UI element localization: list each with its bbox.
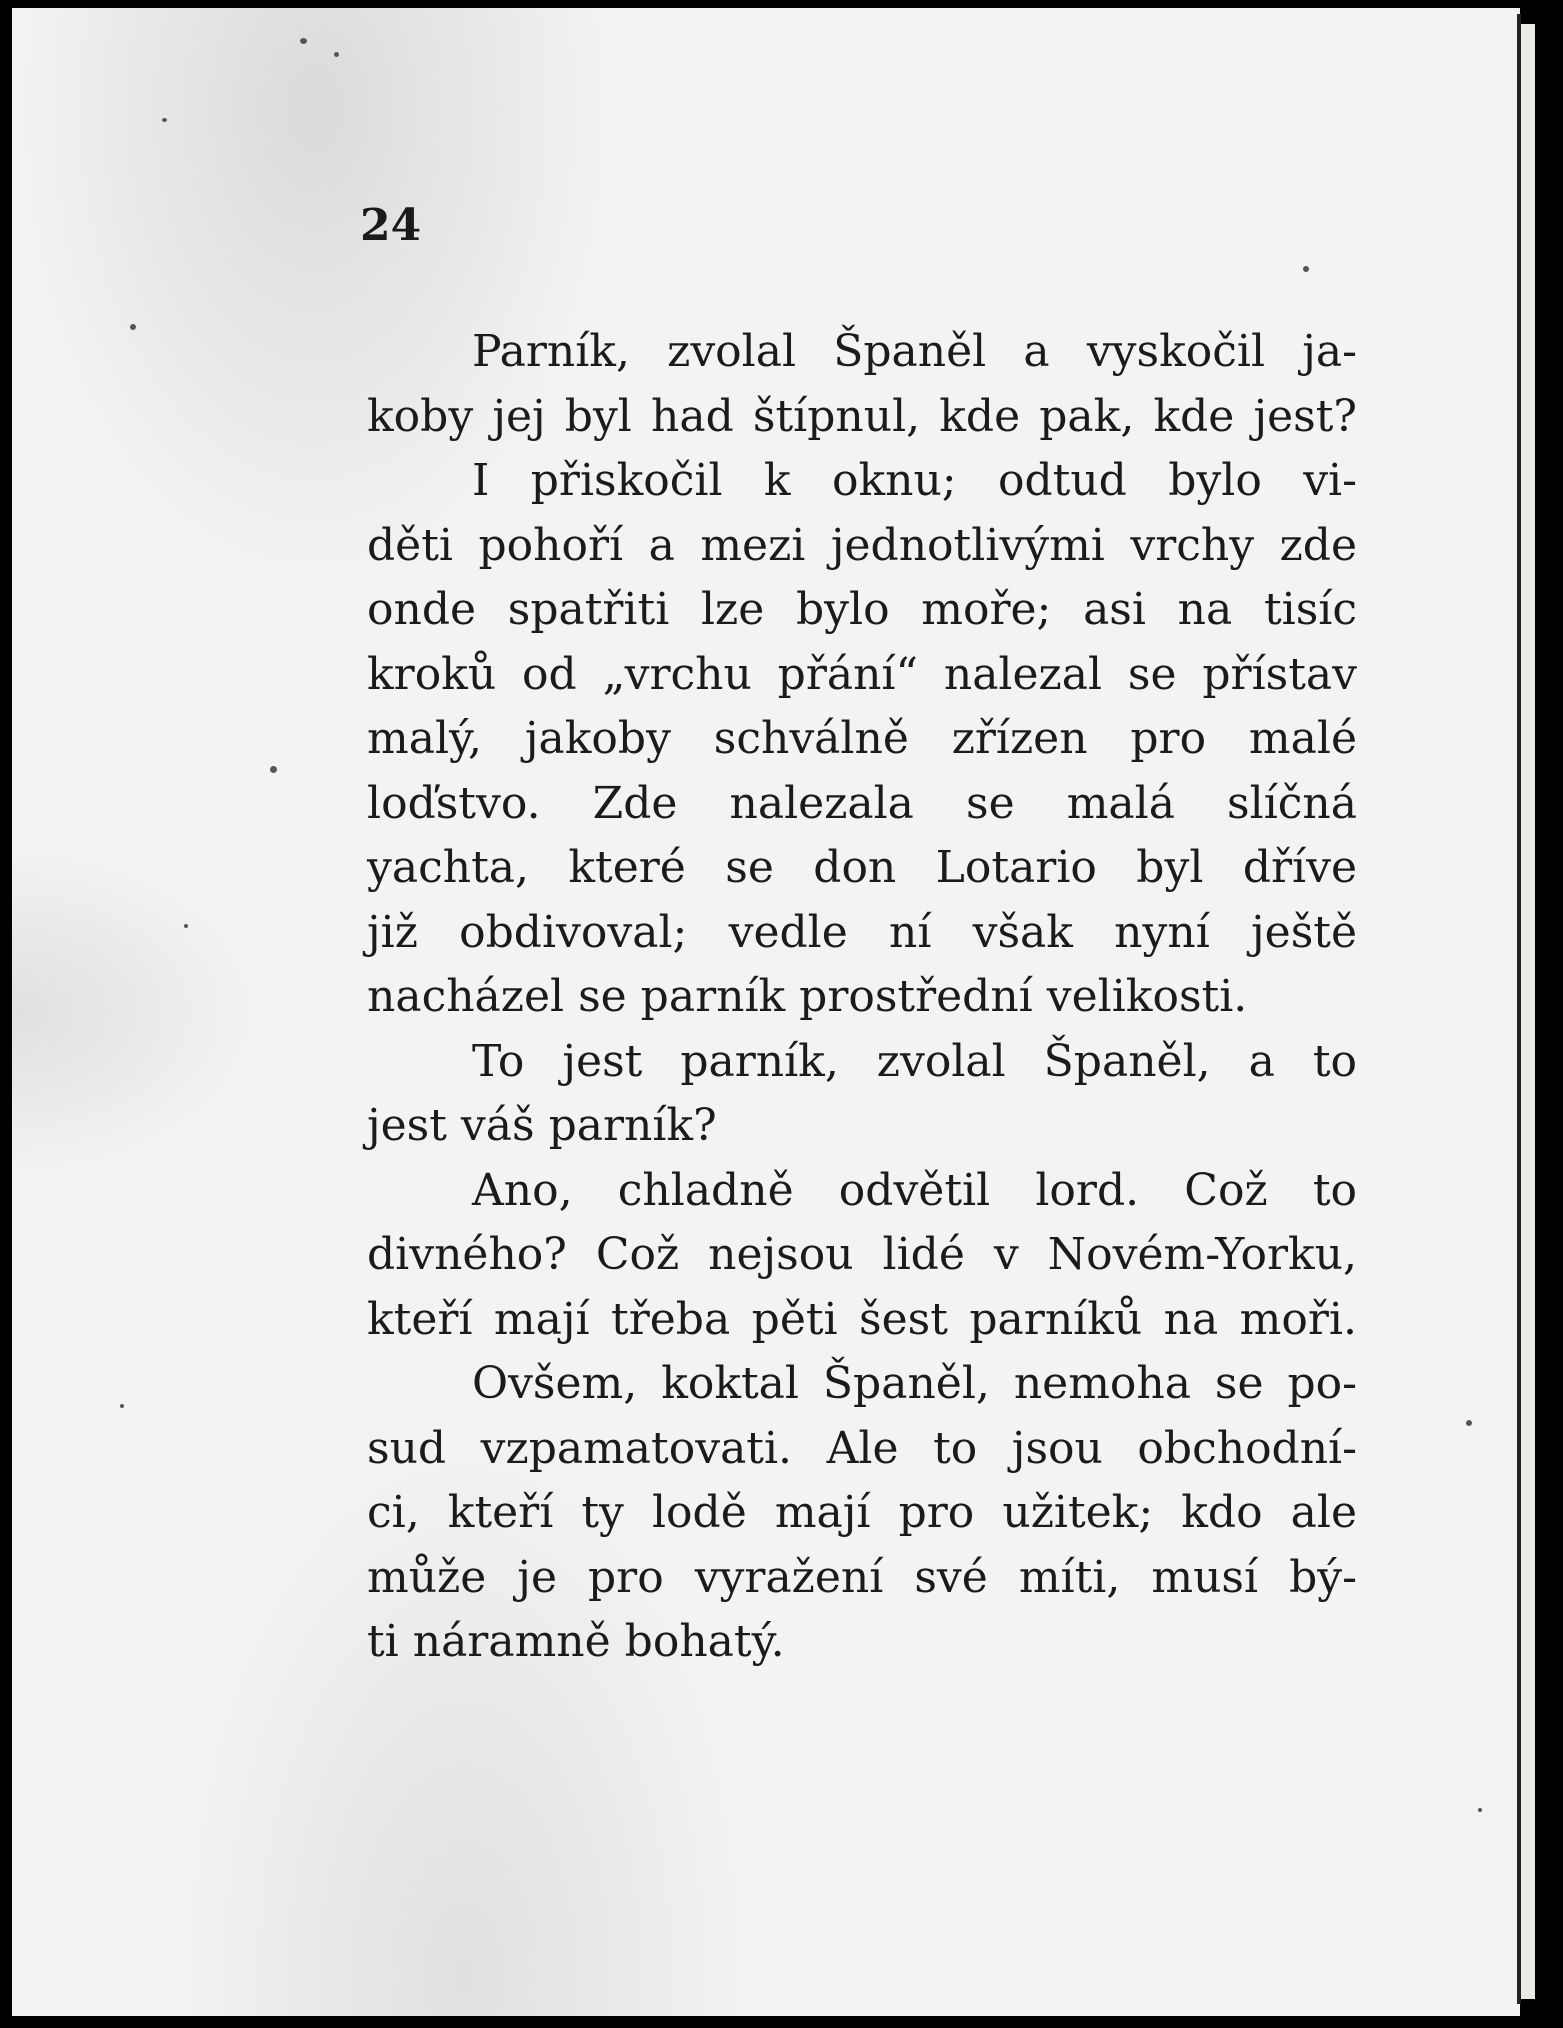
text-line: děti pohoří a mezi jednotlivými vrchy zde [367, 519, 1357, 571]
text-line: Ovšem, koktal Španěl, nemoha se po- [472, 1358, 1357, 1409]
text-line: Parník, zvolal Španěl a vyskočil ja- [472, 326, 1357, 377]
ink-speck [130, 324, 136, 330]
ink-speck [334, 52, 339, 57]
text-line: loďstvo. Zde nalezala se malá slíčná [367, 777, 1357, 829]
text-line: onde spatřiti lze bylo moře; asi na tisíc [367, 584, 1357, 635]
page-number: 24 [360, 200, 422, 251]
text-line: sud vzpamatovati. Ale to jsou obchodní- [367, 1422, 1357, 1474]
text-line: kroků od „vrchu přání“ nalezal se přístav [367, 648, 1357, 700]
text-line: malý, jakoby schválně zřízen pro malé [367, 713, 1357, 764]
body-text [367, 320, 1357, 1675]
text-line: yachta, které se don Lotario byl dříve [367, 842, 1357, 893]
text-line: ci, kteří ty lodě mají pro užitek; kdo ale [367, 1487, 1357, 1538]
ink-speck [1303, 266, 1309, 272]
text-line: nacházel se parník prostřední velikosti. [367, 971, 1248, 1022]
facing-page-edge [1521, 24, 1535, 1999]
text-line: kteří mají třeba pěti šest parníků na moři. [367, 1293, 1357, 1345]
text-line: koby jej byl had štípnul, kde pak, kde jest? [367, 390, 1357, 442]
ink-speck [1466, 1420, 1472, 1426]
ink-speck [1478, 1808, 1482, 1812]
text-line: již obdivoval; vedle ní však nyní ještě [367, 906, 1357, 958]
text-line: To jest parník, zvolal Španěl, a to [472, 1035, 1357, 1087]
ink-speck [120, 1404, 124, 1408]
ink-speck [184, 924, 188, 928]
text-line: může je pro vyražení své míti, musí bý- [367, 1551, 1357, 1603]
text-line: Ano, chladně odvětil lord. Což to [472, 1164, 1357, 1216]
ink-speck [300, 38, 307, 44]
text-line: jest váš parník? [367, 1100, 717, 1151]
text-line: I přiskočil k oknu; odtud bylo vi- [472, 455, 1357, 506]
book-page [12, 8, 1520, 2016]
text-line: divného? Což nejsou lidé v Novém-Yorku, [367, 1229, 1357, 1280]
ink-speck [270, 766, 277, 773]
text-line: ti náramně bohatý. [367, 1616, 785, 1667]
ink-speck [162, 118, 167, 122]
